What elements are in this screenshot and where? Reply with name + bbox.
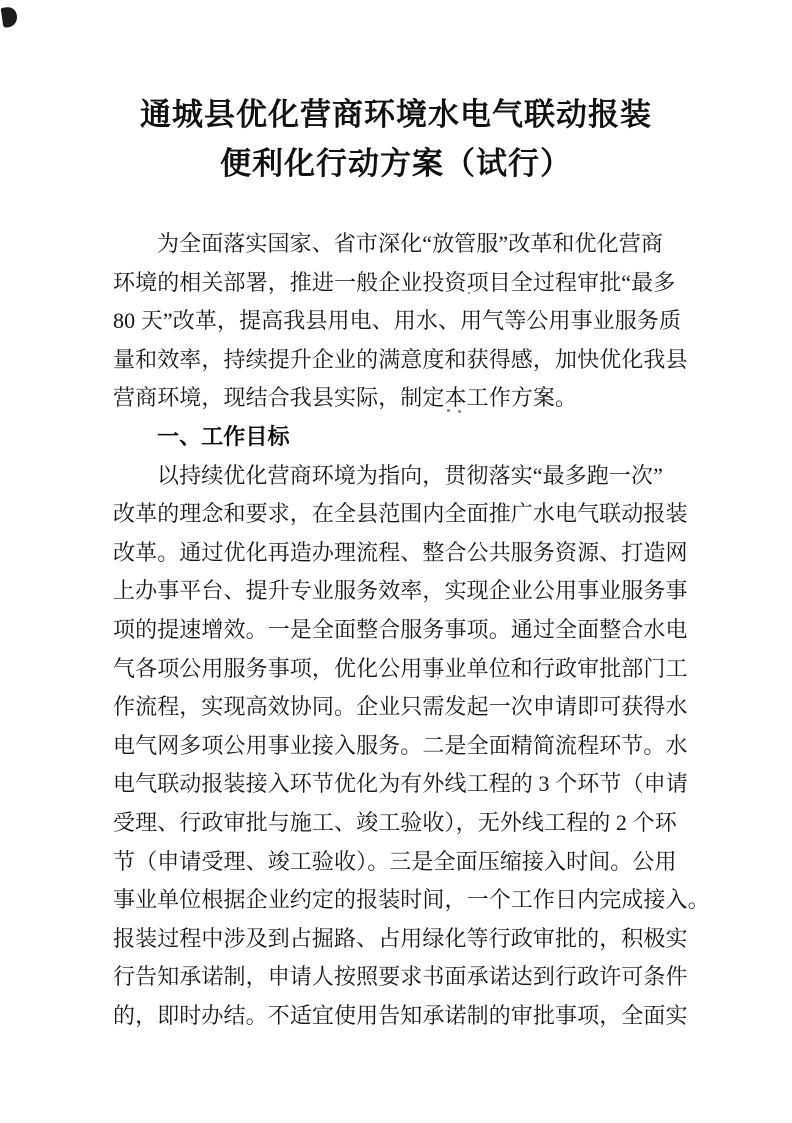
document-body bbox=[113, 225, 710, 1035]
text-line: 节（申请受理、竣工验收）。三是全面压缩接入时间。公用 bbox=[113, 848, 677, 874]
text-line: 量和效率，持续提升企业的满意度和获得感，加快优化我县 bbox=[113, 346, 688, 372]
text-line: 80 天”改革，提高我县用电、用水、用气等公用事业服务质 bbox=[113, 308, 682, 334]
text-line: 报装过程中涉及到占掘路、占用绿化等行政审批的，积极实 bbox=[113, 925, 688, 951]
text-line: 作流程，实现高效协同。企业只需发起一次申请即可获得水 bbox=[113, 694, 688, 720]
text-line: 电气网多项公用事业接入服务。二是全面精简流程环节。水 bbox=[113, 732, 688, 758]
section-heading: 一、工作目标 bbox=[157, 423, 290, 449]
text-line: 的，即时办结。不适宜使用告知承诺制的审批事项，全面实 bbox=[113, 1002, 688, 1028]
text-line: 以持续优化营商环境为指向，贯彻落实“最多跑一次” bbox=[157, 462, 663, 488]
text-line: 上办事平台、提升专业服务效率，实现企业公用事业服务事 bbox=[113, 578, 688, 604]
text-line: 环境的相关部署，推进一般企业投资项目全过程审批“最多 bbox=[113, 269, 676, 295]
text-line: 电气联动报装接入环节优化为有外线工程的 3 个环节（申请 bbox=[113, 771, 688, 797]
document-title-line-1: 通城县优化营商环境水电气联动报装 bbox=[140, 97, 652, 132]
text-line: 受理、行政审批与施工、竣工验收），无外线工程的 2 个环 bbox=[113, 809, 677, 835]
document-title bbox=[0, 90, 792, 188]
scan-corner-artifact bbox=[1, 6, 19, 28]
text-line: 改革的理念和要求，在全县范围内全面推广水电气联动报装 bbox=[113, 501, 688, 527]
document-title-line-2: 便利化行动方案（试行） bbox=[220, 146, 572, 181]
text-line: 项的提速增效。一是全面整合服务事项。通过全面整合水电 bbox=[113, 616, 688, 642]
text-line: 营商环境，现结合我县实际，制定本工作方案。 bbox=[113, 385, 578, 411]
text-line: 行告知承诺制，申请人按照要求书面承诺达到行政许可条件 bbox=[113, 964, 688, 990]
text-line: 事业单位根据企业约定的报装时间，一个工作日内完成接入。 bbox=[113, 887, 710, 913]
text-line: 气各项公用服务事项，优化公用事业单位和行政审批部门工 bbox=[113, 655, 688, 681]
text-line: 为全面落实国家、省市深化“放管服”改革和优化营商 bbox=[157, 231, 663, 256]
text-line: 改革。通过优化再造办理流程、整合公共服务资源、打造网 bbox=[113, 539, 688, 565]
